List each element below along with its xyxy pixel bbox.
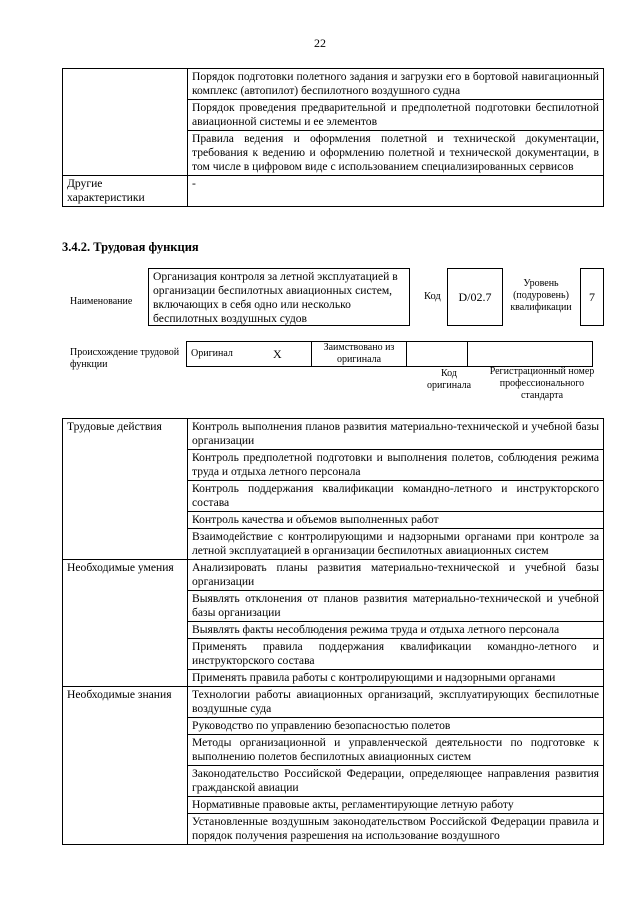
table-row: Порядок подготовки полетного задания и загрузки его в бортовой навигационный комплекс (автопилот) беспилотного воздушного судна xyxy=(188,69,604,100)
table-row: Методы организационной и управленческой деятельности по подготовке к выполнению полетов беспилотных авиационных систем xyxy=(188,735,604,766)
empty-label-cell xyxy=(63,69,188,176)
table-row: Установленные воздушным законодательством Российской Федерации правила и порядок получения разрешения на использование воздушного xyxy=(188,814,604,845)
table-row: Контроль поддержания квалификации командно-летного и инструкторского состава xyxy=(188,481,604,512)
page-number: 22 xyxy=(314,36,326,50)
original-mark: X xyxy=(269,342,312,367)
labor-actions-label: Трудовые действия xyxy=(63,419,188,560)
section-title: 3.4.2. Трудовая функция xyxy=(62,240,199,254)
reg-number-cell xyxy=(468,342,593,367)
table-row: Применять правила поддержания квалификации командно-летного и инструкторского состава xyxy=(188,639,604,670)
table-row: Нормативные правовые акты, регламентирующие летную работу xyxy=(188,797,604,814)
code-label: Код xyxy=(424,291,441,302)
reg-number-label: Регистрационный номер профессионального стандарта xyxy=(489,366,595,401)
original-code-label: Код оригинала xyxy=(426,368,472,391)
function-details-table xyxy=(62,418,604,845)
borrowed-label: Заимствовано из оригинала xyxy=(312,342,407,367)
function-name: Организация контроля за летной эксплуатацией в организации беспилотных авиационных систем, включающих в себя одно или несколько беспилотных воздушных судов xyxy=(148,268,410,326)
table-row: Правила ведения и оформления полетной и технической документации, требования к ведению и оформлению полетной и технической документации, в том числе в цифровом виде с использованием специализированных сервисов xyxy=(188,131,604,176)
table-row: Руководство по управлению безопасностью полетов xyxy=(188,718,604,735)
table-row: Выявлять факты несоблюдения режима труда и отдыха летного персонала xyxy=(188,622,604,639)
table-row: Контроль предполетной подготовки и выполнения полетов, соблюдения режима труда и отдыха летного персонала xyxy=(188,450,604,481)
knowledge-label: Необходимые знания xyxy=(63,687,188,845)
original-code-cell xyxy=(407,342,468,367)
level-label: Уровень (подуровень) квалификации xyxy=(510,278,572,313)
origin-label: Происхождение трудовой функции xyxy=(70,347,180,370)
table-row: Контроль качества и объемов выполненных работ xyxy=(188,512,604,529)
function-code: D/02.7 xyxy=(447,268,503,326)
name-label: Наименование xyxy=(70,296,133,307)
table-row: Технологии работы авиационных организаций, эксплуатирующих беспилотные воздушные суда xyxy=(188,687,604,718)
skills-label: Необходимые умения xyxy=(63,560,188,687)
origin-table xyxy=(186,341,593,367)
continuation-table xyxy=(62,68,604,207)
other-characteristics-value: - xyxy=(188,176,604,207)
table-row: Применять правила работы с контролирующими и надзорными органами xyxy=(188,670,604,687)
table-row: Порядок проведения предварительной и предполетной подготовки беспилотной авиационной системы и ее элементов xyxy=(188,100,604,131)
table-row: Взаимодействие с контролирующими и надзорными органами при контроле за летной эксплуатацией в организации беспилотных авиационных систем xyxy=(188,529,604,560)
table-row: Законодательство Российской Федерации, определяющее направления развития гражданской авиации xyxy=(188,766,604,797)
qualification-level: 7 xyxy=(580,268,604,326)
table-row: Выявлять отклонения от планов развития материально-технической и учебной базы организации xyxy=(188,591,604,622)
other-characteristics-label: Другие характеристики xyxy=(63,176,188,207)
original-label: Оригинал xyxy=(187,342,270,367)
table-row: Анализировать планы развития материально-технической и учебной базы организации xyxy=(188,560,604,591)
table-row: Контроль выполнения планов развития материально-технической и учебной базы организации xyxy=(188,419,604,450)
